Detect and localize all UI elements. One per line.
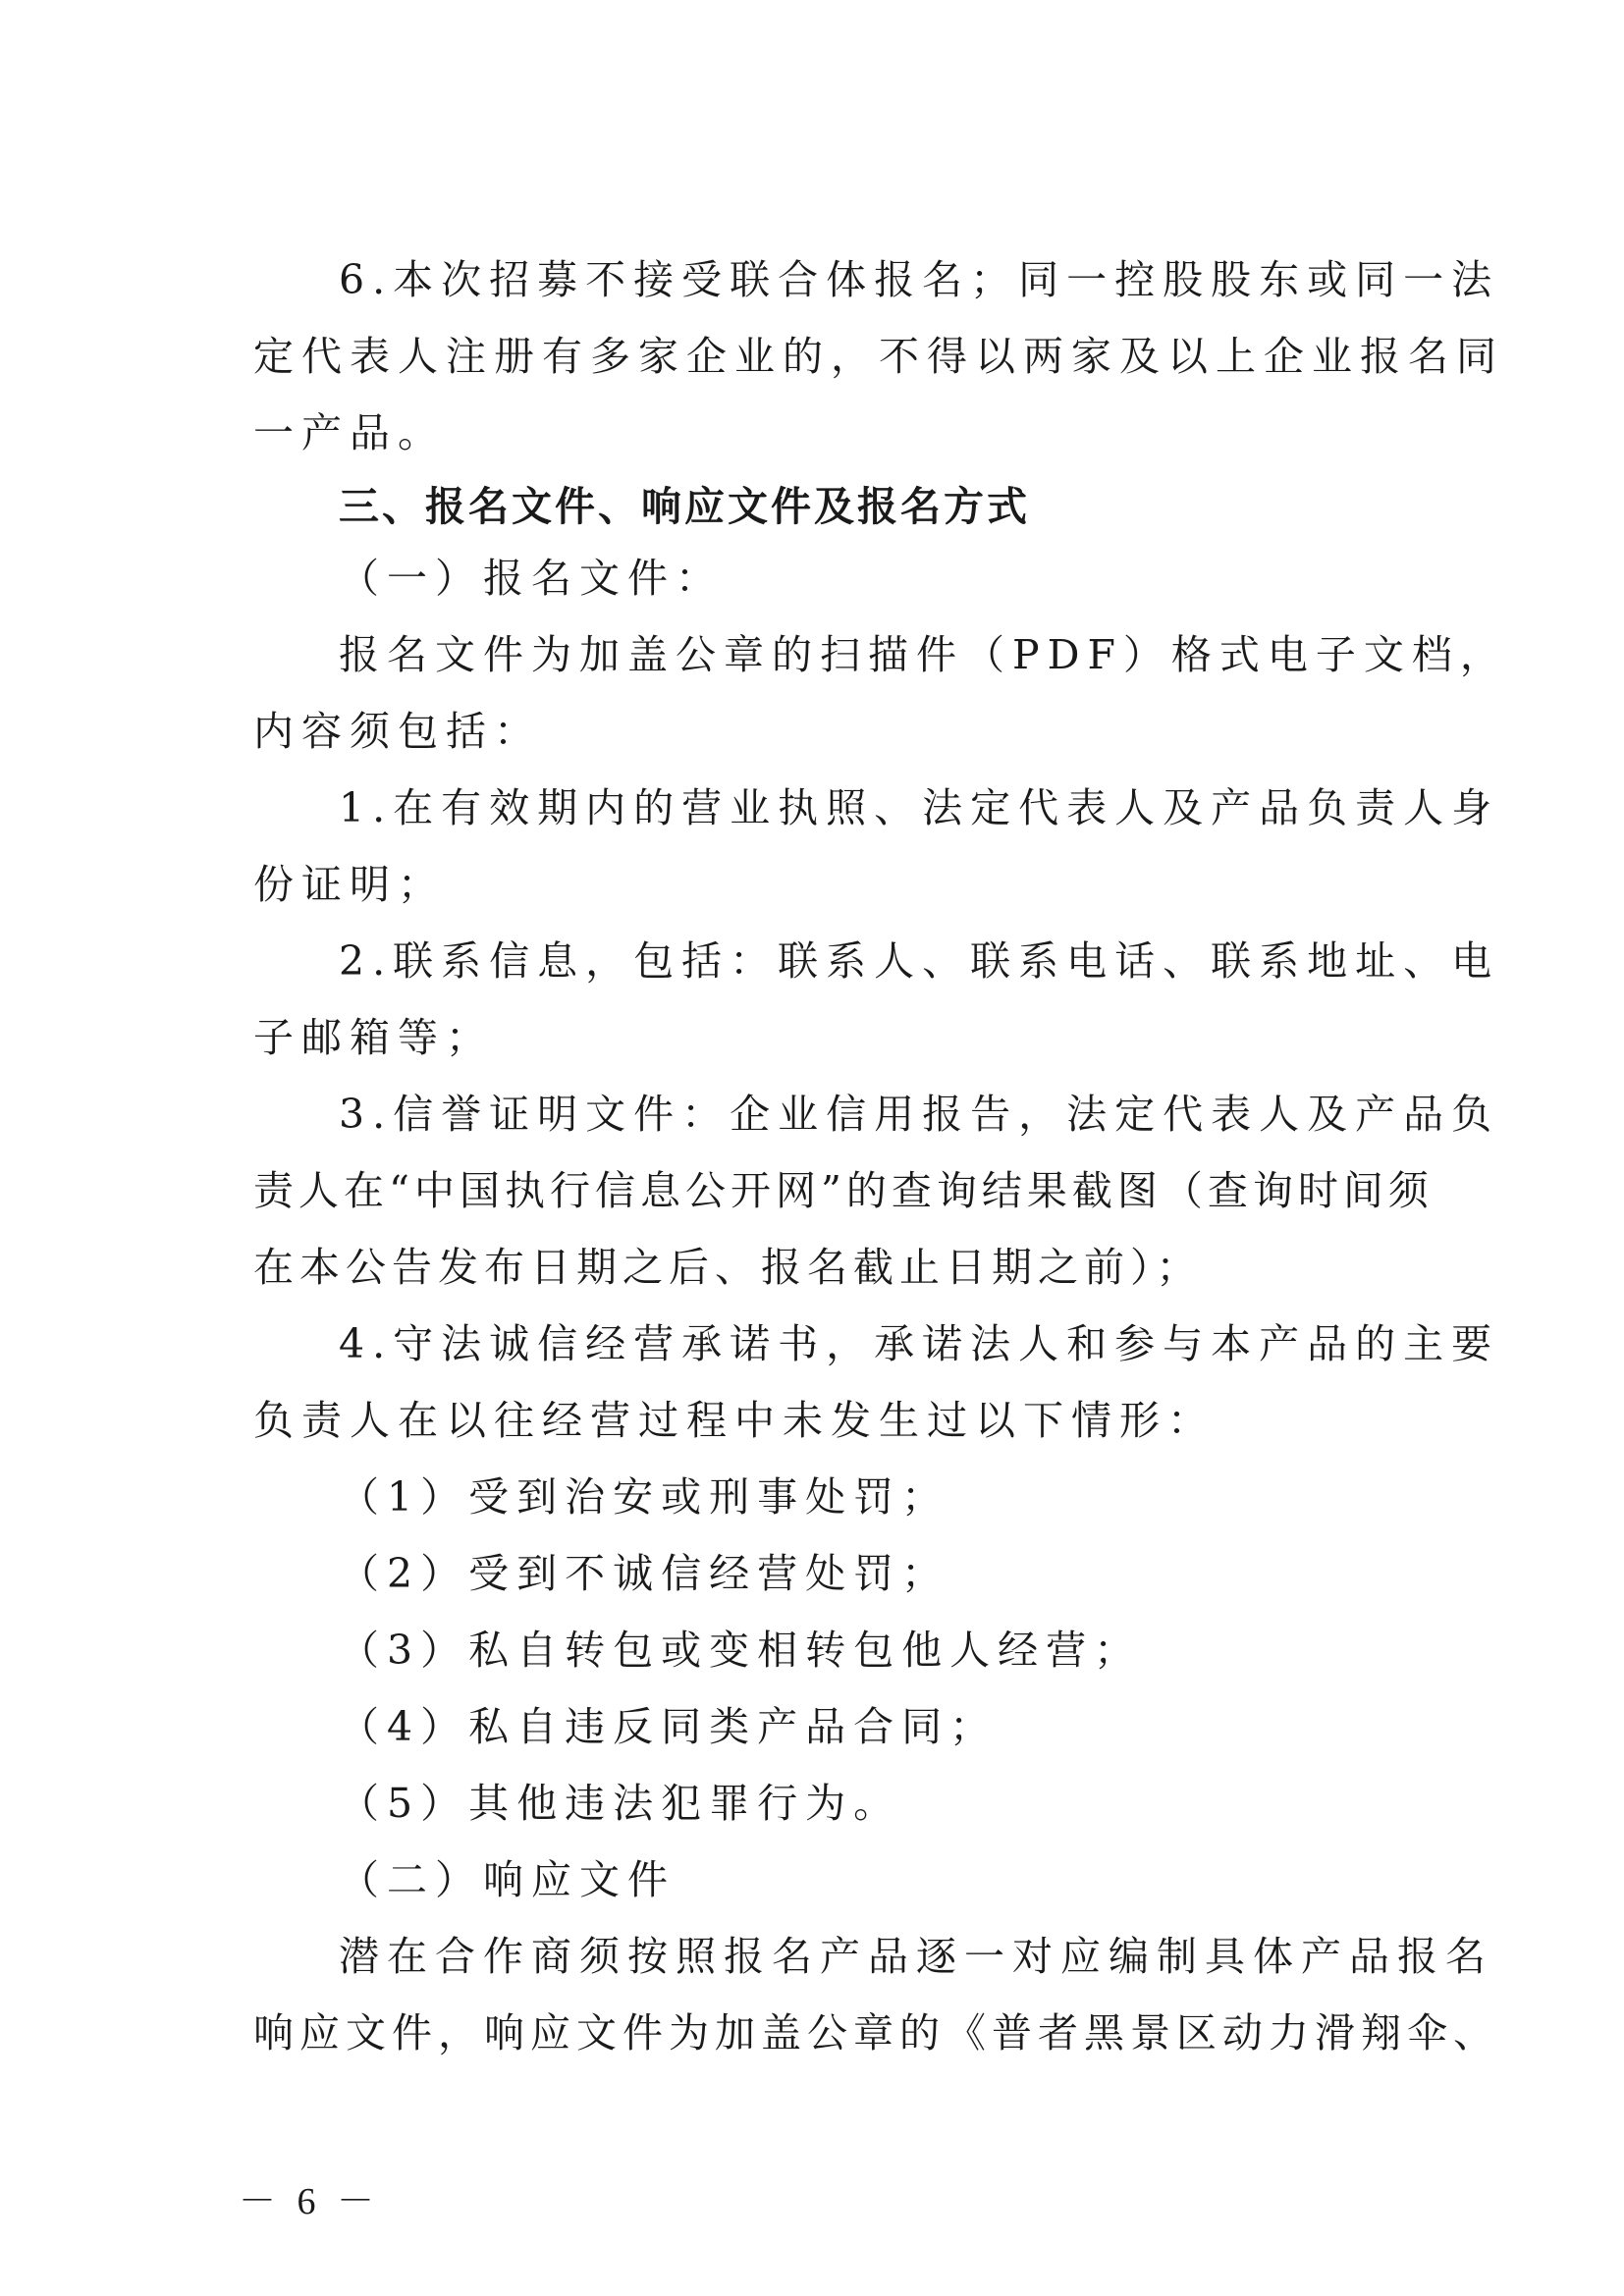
p6-line-3: 一产品。 [253, 409, 446, 456]
resp-line-1: 潜在合作商须按照报名产品逐一对应编制具体产品报名 [339, 1933, 1493, 1980]
list-item-2: （2）受到不诚信经营处罚； [339, 1550, 950, 1597]
item3-line-3: 在本公告发布日期之后、报名截止日期之前）； [253, 1244, 1203, 1291]
item3-line-1: 3.信誉证明文件：企业信用报告，法定代表人及产品负 [339, 1091, 1500, 1138]
list-item-4: （4）私自违反同类产品合同； [339, 1703, 999, 1750]
list-item-5: （5）其他违法犯罪行为。 [339, 1780, 902, 1827]
item4-line-2: 负责人在以往经营过程中未发生过以下情形： [253, 1397, 1216, 1444]
intro-line-1: 报名文件为加盖公章的扫描件（PDF）格式电子文档， [339, 631, 1508, 678]
subheading-signup-files: （一）报名文件： [339, 555, 724, 602]
p6-line-2: 定代表人注册有多家企业的，不得以两家及以上企业报名同 [253, 333, 1504, 380]
resp-line-2: 响应文件，响应文件为加盖公章的《普者黑景区动力滑翔伞、 [253, 2009, 1499, 2056]
p6-line-1: 6.本次招募不接受联合体报名；同一控股股东或同一法 [339, 256, 1500, 303]
item3-line-2: 责人在“中国执行信息公开网”的查询结果截图（查询时间须 [253, 1167, 1434, 1214]
list-item-3: （3）私自转包或变相转包他人经营； [339, 1627, 1143, 1674]
item1-line-2: 份证明； [253, 861, 446, 908]
subheading-response-files: （二）响应文件 [339, 1856, 676, 1903]
list-item-1: （1）受到治安或刑事处罚； [339, 1473, 950, 1521]
section-heading: 三、报名文件、响应文件及报名方式 [339, 483, 1030, 530]
intro-line-2: 内容须包括： [253, 708, 542, 755]
item1-line-1: 1.在有效期内的营业执照、法定代表人及产品负责人身 [339, 784, 1500, 831]
item2-line-1: 2.联系信息，包括：联系人、联系电话、联系地址、电 [339, 937, 1500, 985]
page-number: － 6 － [239, 2181, 381, 2222]
item2-line-2: 子邮箱等； [253, 1014, 494, 1061]
item4-line-1: 4.守法诚信经营承诺书，承诺法人和参与本产品的主要 [339, 1320, 1500, 1367]
